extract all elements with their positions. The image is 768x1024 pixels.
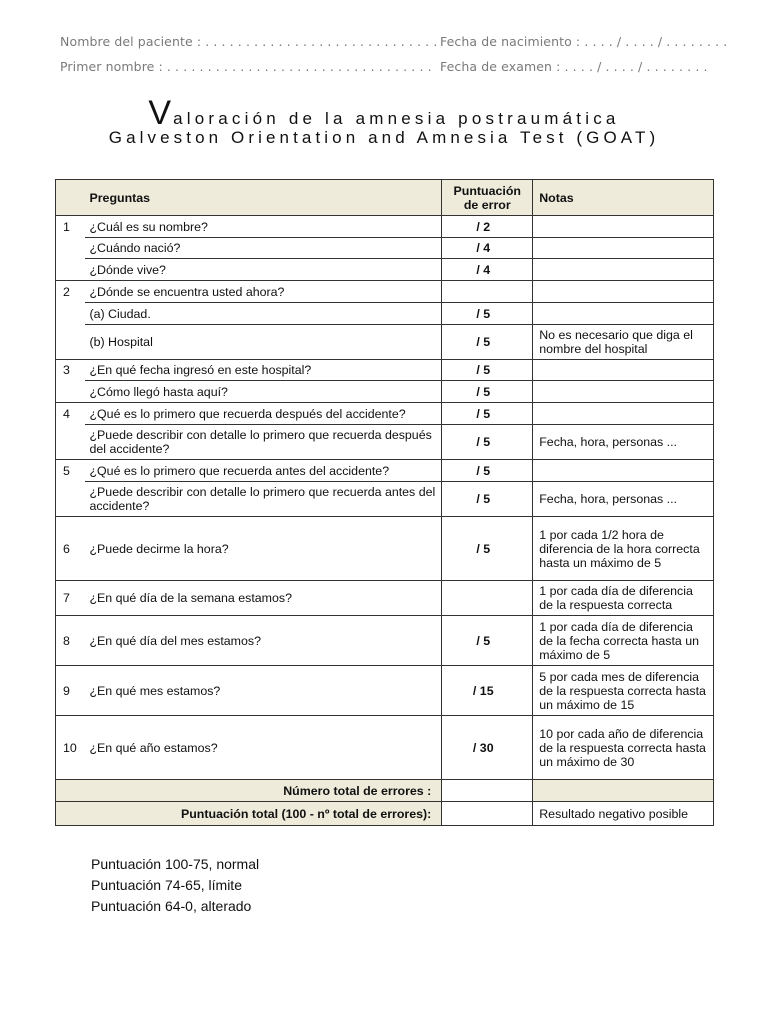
table-row: [56, 517, 714, 581]
table-body: [56, 216, 714, 780]
table-row: [56, 381, 714, 403]
row-number: [56, 238, 86, 259]
table-row: [56, 281, 714, 303]
table-row: [56, 716, 714, 780]
row-question: ¿Dónde se encuentra usted ahora?: [85, 281, 441, 303]
row-number: 2: [56, 281, 86, 303]
row-notes: 5 por cada mes de diferencia de la respuesta correcta hasta un máximo de 15: [533, 666, 714, 716]
row-question: ¿En qué día de la semana estamos?: [85, 581, 441, 616]
row-number: 10: [56, 716, 86, 780]
table-row: [56, 460, 714, 482]
table-row: [56, 581, 714, 616]
row-notes: No es necesario que diga el nombre del hospital: [533, 325, 714, 360]
total-errors-label: Número total de errores :: [56, 780, 442, 802]
row-question: ¿En qué año estamos?: [85, 716, 441, 780]
total-errors-notes: [533, 780, 714, 802]
row-notes: [533, 360, 714, 381]
row-number: 8: [56, 616, 86, 666]
table-row: [56, 325, 714, 360]
total-score-value[interactable]: [442, 802, 533, 826]
row-question: (b) Hospital: [85, 325, 441, 360]
row-question: ¿Cuál es su nombre?: [85, 216, 441, 238]
goat-table: [55, 179, 714, 826]
row-number: [56, 259, 86, 281]
row-notes: Fecha, hora, personas ...: [533, 482, 714, 517]
title-line1: aloración de la amnesia postraumática: [173, 109, 620, 128]
legend-altered: Puntuación 64-0, alterado: [91, 898, 252, 914]
table-row: [56, 425, 714, 460]
birth-date-field: Fecha de nacimiento : . . . . / . . . . / . . . . . . . .: [440, 34, 728, 49]
row-score[interactable]: / 5: [442, 403, 533, 425]
score-legend: [91, 854, 259, 917]
row-notes: 1 por cada 1/2 hora de diferencia de la hora correcta hasta un máximo de 5: [533, 517, 714, 581]
total-score-label: Puntuación total (100 - nº total de errores):: [56, 802, 442, 826]
header-questions: Preguntas: [85, 180, 441, 216]
row-score[interactable]: / 15: [442, 666, 533, 716]
row-number: 5: [56, 460, 86, 482]
row-notes: 1 por cada día de diferencia de la fecha correcta hasta un máximo de 5: [533, 616, 714, 666]
table-row: [56, 216, 714, 238]
row-question: (a) Ciudad.: [85, 303, 441, 325]
row-question: ¿Cuándo nació?: [85, 238, 441, 259]
row-number: [56, 425, 86, 460]
row-number: 3: [56, 360, 86, 381]
row-score[interactable]: / 5: [442, 616, 533, 666]
header-notes: Notas: [533, 180, 714, 216]
row-number: 1: [56, 216, 86, 238]
table-row: [56, 616, 714, 666]
total-score-note: Resultado negativo posible: [533, 802, 714, 826]
row-notes: [533, 216, 714, 238]
header-num-cell: [56, 180, 86, 216]
row-score[interactable]: [442, 581, 533, 616]
row-score[interactable]: / 2: [442, 216, 533, 238]
table-row: [56, 482, 714, 517]
row-question: ¿Dónde vive?: [85, 259, 441, 281]
legend-normal: Puntuación 100-75, normal: [91, 856, 260, 872]
exam-date-field: Fecha de examen : . . . . / . . . . / . . . . . . . .: [440, 59, 708, 74]
row-score[interactable]: / 5: [442, 360, 533, 381]
row-notes: [533, 460, 714, 482]
row-question: ¿Puede describir con detalle lo primero que recuerda después del accidente?: [85, 425, 441, 460]
legend-limit: Puntuación 74-65, límite: [91, 877, 242, 893]
row-number: [56, 482, 86, 517]
row-score[interactable]: / 5: [442, 325, 533, 360]
row-score[interactable]: / 5: [442, 460, 533, 482]
table-row: [56, 360, 714, 381]
row-number: [56, 325, 86, 360]
total-score-row: [56, 802, 714, 826]
row-notes: 10 por cada año de diferencia de la respuesta correcta hasta un máximo de 30: [533, 716, 714, 780]
row-question: ¿En qué fecha ingresó en este hospital?: [85, 360, 441, 381]
row-question: ¿Cómo llegó hasta aquí?: [85, 381, 441, 403]
header-score: Puntuación de error: [442, 180, 533, 216]
row-notes: [533, 259, 714, 281]
row-question: ¿En qué día del mes estamos?: [85, 616, 441, 666]
row-notes: 1 por cada día de diferencia de la respuesta correcta: [533, 581, 714, 616]
table-row: [56, 259, 714, 281]
row-number: [56, 381, 86, 403]
row-number: 6: [56, 517, 86, 581]
row-notes: [533, 281, 714, 303]
table-header-row: [56, 180, 714, 216]
row-number: 7: [56, 581, 86, 616]
row-score[interactable]: [442, 281, 533, 303]
row-question: ¿Qué es lo primero que recuerda antes del accidente?: [85, 460, 441, 482]
row-notes: [533, 303, 714, 325]
table-row: [56, 403, 714, 425]
row-score[interactable]: / 4: [442, 238, 533, 259]
first-name-field: Primer nombre : . . . . . . . . . . . . . . . . . . . . . . . . . . . . . . . . .: [60, 59, 432, 74]
table-row: [56, 238, 714, 259]
row-number: 9: [56, 666, 86, 716]
row-notes: [533, 381, 714, 403]
total-errors-row: [56, 780, 714, 802]
patient-name-field: Nombre del paciente : . . . . . . . . . . . . . . . . . . . . . . . . . . . . .: [60, 34, 438, 49]
row-score[interactable]: / 30: [442, 716, 533, 780]
row-question: ¿En qué mes estamos?: [85, 666, 441, 716]
table-row: [56, 666, 714, 716]
row-question: ¿Puede decirme la hora?: [85, 517, 441, 581]
row-notes: [533, 238, 714, 259]
row-score[interactable]: / 5: [442, 517, 533, 581]
row-question: ¿Qué es lo primero que recuerda después del accidente?: [85, 403, 441, 425]
row-notes: Fecha, hora, personas ...: [533, 425, 714, 460]
row-score[interactable]: / 5: [442, 303, 533, 325]
row-number: 4: [56, 403, 86, 425]
total-errors-value[interactable]: [442, 780, 533, 802]
row-score[interactable]: / 5: [442, 425, 533, 460]
row-score[interactable]: / 4: [442, 259, 533, 281]
title-initial: V: [148, 94, 174, 132]
row-number: [56, 303, 86, 325]
row-notes: [533, 403, 714, 425]
row-score[interactable]: / 5: [442, 381, 533, 403]
row-question: ¿Puede describir con detalle lo primero que recuerda antes del accidente?: [85, 482, 441, 517]
row-score[interactable]: / 5: [442, 482, 533, 517]
table-row: [56, 303, 714, 325]
document-subtitle: Galveston Orientation and Amnesia Test (GOAT): [108, 128, 660, 147]
